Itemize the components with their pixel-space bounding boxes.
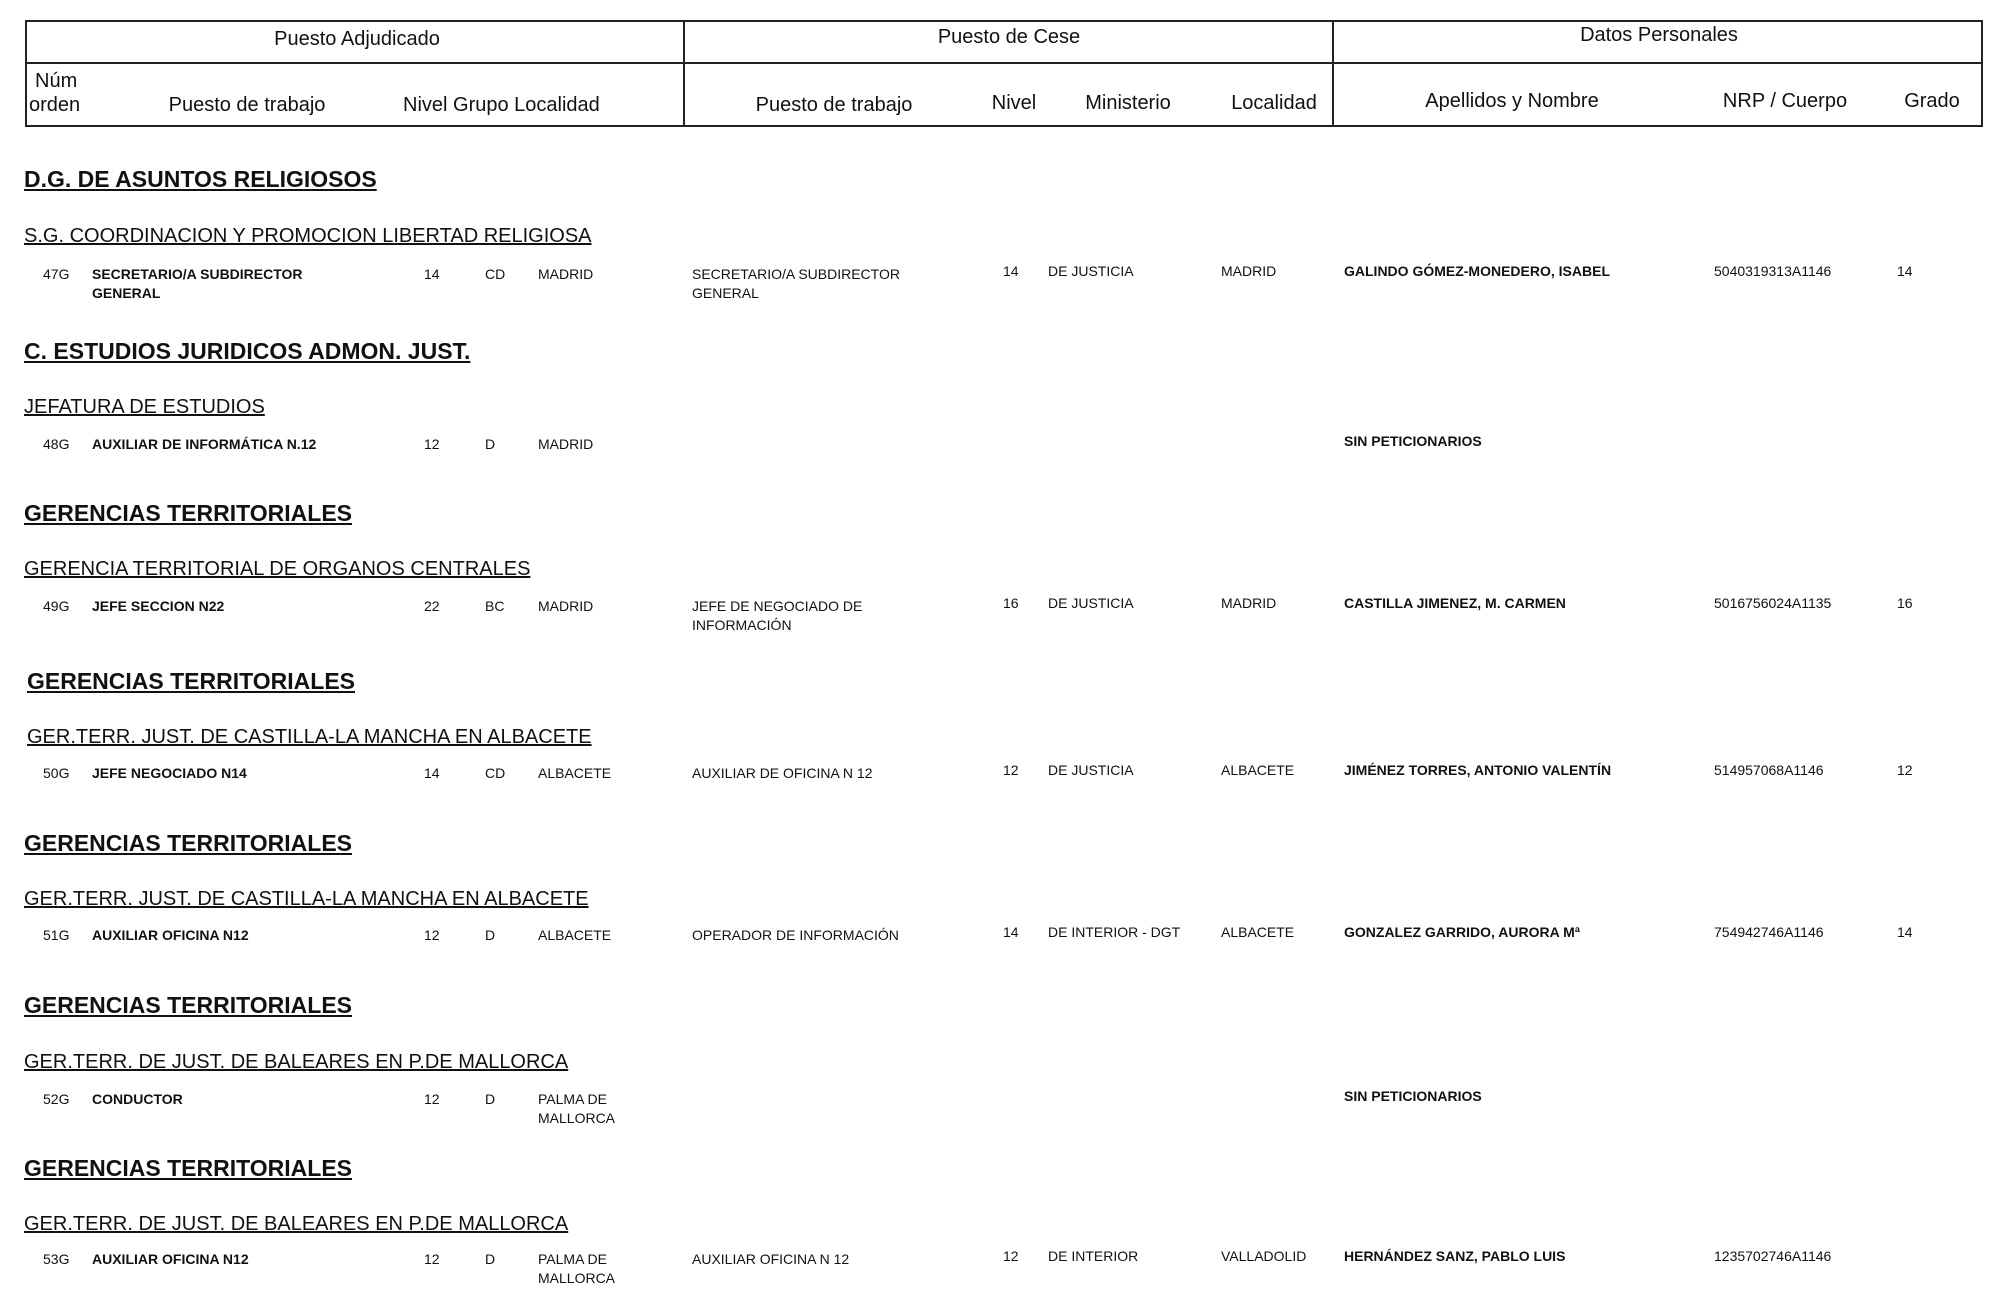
row-cese-ministerio: DE JUSTICIA bbox=[1048, 263, 1134, 279]
row-nivel: 12 bbox=[424, 1251, 440, 1267]
subsection-title: GER.TERR. JUST. DE CASTILLA-LA MANCHA EN ALBACETE bbox=[27, 726, 592, 748]
row-localidad: MADRID bbox=[538, 266, 594, 282]
row-nombre: HERNÁNDEZ SANZ, PABLO LUIS bbox=[1344, 1248, 1566, 1264]
table-row bbox=[0, 1250, 2000, 1290]
row-cese-localidad: ALBACETE bbox=[1221, 924, 1295, 940]
header-group-adjudicado: Puesto Adjudicado bbox=[274, 28, 440, 50]
row-localidad: ALBACETE bbox=[538, 927, 612, 943]
row-cese-localidad: MADRID bbox=[1221, 595, 1277, 611]
row-num: 53G bbox=[43, 1251, 70, 1267]
table-row bbox=[0, 1090, 2000, 1130]
section-title: GERENCIAS TERRITORIALES bbox=[24, 830, 352, 856]
row-grupo: D bbox=[485, 436, 496, 452]
row-localidad: MADRID bbox=[538, 436, 594, 452]
row-cese-ministerio: DE JUSTICIA bbox=[1048, 762, 1134, 778]
row-grupo: D bbox=[485, 1091, 496, 1107]
row-num: 49G bbox=[43, 598, 70, 614]
section-title: GERENCIAS TERRITORIALES bbox=[24, 500, 352, 526]
row-puesto: JEFE NEGOCIADO N14 bbox=[92, 765, 247, 781]
row-nivel: 22 bbox=[424, 598, 440, 614]
row-cese-localidad: ALBACETE bbox=[1221, 762, 1295, 778]
row-grado: 16 bbox=[1897, 595, 1913, 611]
table-row bbox=[0, 926, 2000, 966]
header-group-cese: Puesto de Cese bbox=[937, 26, 1081, 48]
section-title: D.G. DE ASUNTOS RELIGIOSOS bbox=[24, 166, 377, 192]
row-nivel: 12 bbox=[424, 436, 440, 452]
row-cese-ministerio: DE JUSTICIA bbox=[1048, 595, 1134, 611]
row-cese-nivel: 12 bbox=[1003, 1248, 1019, 1264]
row-nombre: GONZALEZ GARRIDO, AURORA Mª bbox=[1344, 924, 1580, 940]
row-cese-puesto: AUXILIAR DE OFICINA N 12 bbox=[692, 765, 873, 781]
row-cese-puesto: SECRETARIO/A SUBDIRECTOR GENERAL bbox=[692, 266, 900, 301]
row-cese-nivel: 14 bbox=[1003, 924, 1019, 940]
row-puesto: CONDUCTOR bbox=[92, 1091, 183, 1107]
row-nombre: CASTILLA JIMENEZ, M. CARMEN bbox=[1344, 595, 1566, 611]
header-cese-ministerio: Ministerio bbox=[1085, 92, 1171, 114]
header-orden: orden bbox=[29, 94, 81, 116]
row-num: 48G bbox=[43, 436, 70, 452]
subsection-title: GERENCIA TERRITORIAL DE ORGANOS CENTRALES bbox=[24, 558, 531, 580]
row-num: 52G bbox=[43, 1091, 70, 1107]
header-cese-nivel: Nivel bbox=[991, 92, 1037, 114]
section-title: GERENCIAS TERRITORIALES bbox=[24, 1155, 352, 1181]
row-num: 50G bbox=[43, 765, 70, 781]
row-cese-puesto: OPERADOR DE INFORMACIÓN bbox=[692, 927, 899, 943]
row-puesto: AUXILIAR DE INFORMÁTICA N.12 bbox=[92, 436, 317, 452]
row-cese-nivel: 14 bbox=[1003, 263, 1019, 279]
header-cese-puesto: Puesto de trabajo bbox=[755, 94, 913, 116]
subsection-title: GER.TERR. DE JUST. DE BALEARES EN P.DE MALLORCA bbox=[24, 1213, 569, 1235]
row-cese-ministerio: DE INTERIOR - DGT bbox=[1048, 924, 1181, 940]
row-grupo: CD bbox=[485, 266, 506, 282]
row-grado: 14 bbox=[1897, 924, 1913, 940]
row-nrp: 514957068A1146 bbox=[1714, 762, 1824, 778]
row-cese-localidad: MADRID bbox=[1221, 263, 1277, 279]
row-nrp: 754942746A1146 bbox=[1714, 924, 1824, 940]
header-nivel-grupo-localidad: Nivel Grupo Localidad bbox=[403, 94, 600, 116]
row-cese-nivel: 12 bbox=[1003, 762, 1019, 778]
row-num: 47G bbox=[43, 266, 70, 282]
row-localidad: MADRID bbox=[538, 598, 594, 614]
header-puesto: Puesto de trabajo bbox=[168, 94, 326, 116]
header-cese-localidad: Localidad bbox=[1231, 92, 1317, 114]
row-puesto: SECRETARIO/A SUBDIRECTOR GENERAL bbox=[92, 266, 303, 301]
table-row bbox=[0, 435, 2000, 475]
row-grupo: BC bbox=[485, 598, 505, 614]
table-row bbox=[0, 764, 2000, 804]
row-puesto: AUXILIAR OFICINA N12 bbox=[92, 1251, 249, 1267]
row-localidad: ALBACETE bbox=[538, 765, 612, 781]
header-divider bbox=[1332, 22, 1334, 125]
row-num: 51G bbox=[43, 927, 70, 943]
row-nivel: 12 bbox=[424, 1091, 440, 1107]
row-localidad: PALMA DE MALLORCA bbox=[538, 1251, 616, 1286]
row-grupo: D bbox=[485, 1251, 496, 1267]
row-grupo: CD bbox=[485, 765, 506, 781]
row-nombre: JIMÉNEZ TORRES, ANTONIO VALENTÍN bbox=[1344, 762, 1612, 778]
table-row bbox=[0, 265, 2000, 305]
row-nrp: 5040319313A1146 bbox=[1714, 263, 1832, 279]
section-title: GERENCIAS TERRITORIALES bbox=[27, 668, 355, 694]
row-nrp: 5016756024A1135 bbox=[1714, 595, 1832, 611]
row-puesto: AUXILIAR OFICINA N12 bbox=[92, 927, 249, 943]
row-grado: 14 bbox=[1897, 263, 1913, 279]
header-divider bbox=[27, 62, 1981, 64]
row-nivel: 14 bbox=[424, 266, 440, 282]
row-nombre: GALINDO GÓMEZ-MONEDERO, ISABEL bbox=[1344, 263, 1610, 279]
row-nombre: SIN PETICIONARIOS bbox=[1344, 433, 1482, 449]
subsection-title: GER.TERR. JUST. DE CASTILLA-LA MANCHA EN ALBACETE bbox=[24, 888, 589, 910]
header-num: Núm bbox=[35, 70, 78, 92]
row-cese-puesto: JEFE DE NEGOCIADO DE INFORMACIÓN bbox=[692, 598, 863, 633]
subsection-title: S.G. COORDINACION Y PROMOCION LIBERTAD RELIGIOSA bbox=[24, 225, 592, 247]
row-cese-localidad: VALLADOLID bbox=[1221, 1248, 1307, 1264]
row-grupo: D bbox=[485, 927, 496, 943]
row-nivel: 14 bbox=[424, 765, 440, 781]
section-title: GERENCIAS TERRITORIALES bbox=[24, 992, 352, 1018]
table-header bbox=[25, 20, 1983, 127]
row-grado: 12 bbox=[1897, 762, 1913, 778]
header-group-personales: Datos Personales bbox=[1580, 24, 1738, 46]
row-nrp: 1235702746A1146 bbox=[1714, 1248, 1832, 1264]
subsection-title: GER.TERR. DE JUST. DE BALEARES EN P.DE MALLORCA bbox=[24, 1051, 569, 1073]
row-puesto: JEFE SECCION N22 bbox=[92, 598, 225, 614]
subsection-title: JEFATURA DE ESTUDIOS bbox=[24, 396, 265, 418]
row-nombre: SIN PETICIONARIOS bbox=[1344, 1088, 1482, 1104]
header-grado: Grado bbox=[1904, 90, 1960, 112]
section-title: C. ESTUDIOS JURIDICOS ADMON. JUST. bbox=[24, 338, 471, 364]
row-localidad: PALMA DE MALLORCA bbox=[538, 1091, 616, 1126]
table-row bbox=[0, 597, 2000, 637]
row-cese-nivel: 16 bbox=[1003, 595, 1019, 611]
row-nivel: 12 bbox=[424, 927, 440, 943]
header-nrp: NRP / Cuerpo bbox=[1722, 90, 1848, 112]
row-cese-puesto: AUXILIAR OFICINA N 12 bbox=[692, 1251, 850, 1267]
row-cese-ministerio: DE INTERIOR bbox=[1048, 1248, 1139, 1264]
header-nombre: Apellidos y Nombre bbox=[1425, 90, 1599, 112]
header-divider bbox=[683, 22, 685, 125]
